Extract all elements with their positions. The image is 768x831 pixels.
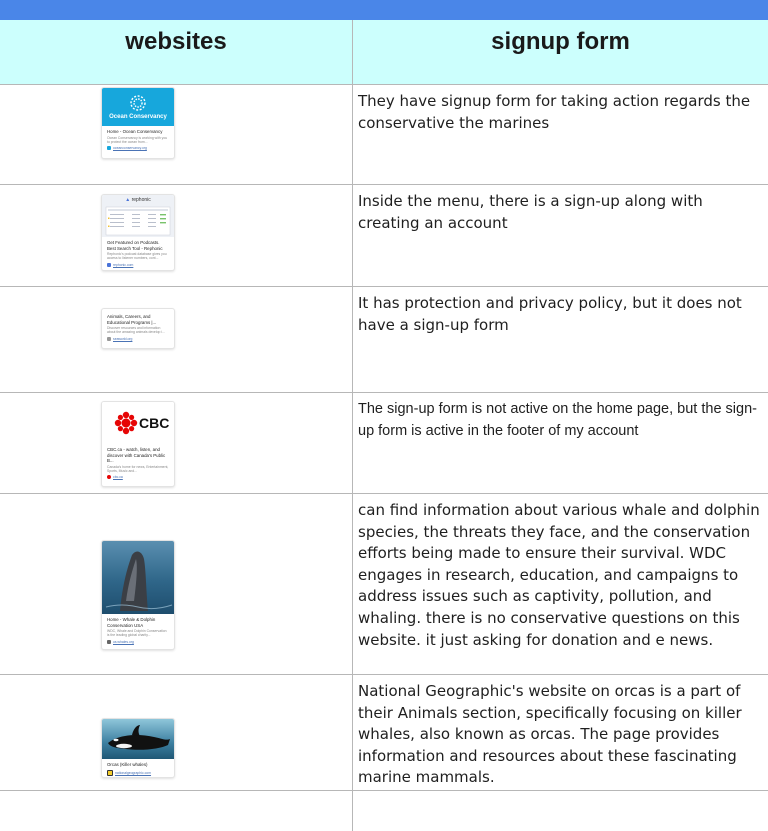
link-card-cbc[interactable] [101, 401, 175, 487]
card-description: WDC, Whale and Dolphin Conservation is the leading global charity... [107, 629, 167, 638]
signup-description: Inside the menu, there is a sign-up along with creating an account [352, 185, 768, 286]
header-websites: websites [125, 28, 227, 55]
card-description: Canada's home for news, Entertainment, Sports, Music and... [107, 464, 169, 473]
card-title: Home - Whale & Dolphin Conservation USA [107, 617, 156, 628]
card-url[interactable]: rephonic.com [102, 261, 174, 267]
header-signup-form: signup form [352, 20, 768, 84]
signup-description: National Geographic's website on orcas is a part of their Animals section, specifically focusing on killer whales, also known as orcas. The page provides information and resources about these fascinating marine mammals. [352, 675, 768, 790]
card-description: Rephonic's podcast database gives you access to listener numbers, cont... [107, 252, 167, 261]
card-title: CBC.ca - watch, listen, and discover with Canada's Public B... [107, 447, 166, 463]
orca-photo [102, 719, 174, 759]
table-row [0, 675, 768, 791]
cbc-logo: CBC [102, 402, 174, 444]
table-row [0, 287, 768, 393]
card-url[interactable]: seaworld.org [102, 335, 174, 341]
card-url[interactable]: nationalgeographic.com [102, 768, 174, 776]
signup-description: can find information about various whale and dolphin species, the threats they face, and the conservation efforts being made to ensure their survival. WDC engages in research, education, and campaigns to address issues such as captivity, pollution, and whaling. there is no conservative questions on this website. it just asking for donation and e news. [352, 494, 768, 674]
signup-description: The sign-up form is not active on the home page, but the sign-up form is active in the footer of my account [352, 393, 768, 493]
favicon-icon [107, 640, 111, 644]
table-header-row [0, 20, 768, 85]
card-description: Discover resources and information about the amazing animals develop i... [107, 326, 165, 335]
favicon-icon [107, 146, 111, 150]
card-title: Animals, Careers, and Educational Programs |... [107, 314, 157, 325]
link-card-natgeo[interactable] [101, 718, 175, 778]
card-title: Home - Ocean Conservancy [107, 129, 163, 134]
link-card-ocean-conservancy[interactable] [101, 87, 175, 159]
top-bar [0, 0, 768, 20]
card-url[interactable]: us.whales.org [102, 638, 174, 644]
favicon-icon [107, 475, 111, 479]
signup-description: They have signup form for taking action regards the conservative the marines [352, 85, 768, 184]
table-row [0, 185, 768, 287]
favicon-icon [107, 770, 113, 776]
card-title: Get Featured on Podcasts. Best Search Tool - Rephonic [107, 240, 163, 251]
table-row [0, 393, 768, 494]
favicon-icon [107, 337, 111, 341]
card-url[interactable]: oceanconservancy.org [102, 144, 174, 150]
rephonic-screenshot: ▲ rephonic [102, 195, 174, 237]
link-card-seaworld[interactable] [101, 308, 175, 349]
table-row [0, 85, 768, 185]
signup-description: It has protection and privacy policy, but it does not have a sign-up form [352, 287, 768, 392]
card-url[interactable]: cbc.ca [102, 473, 174, 479]
card-title: Orcas (Killer whales) [107, 762, 148, 767]
table-row [0, 791, 768, 831]
table-row [0, 494, 768, 675]
link-card-rephonic[interactable] [101, 194, 175, 271]
card-description: Ocean Conservancy is working with you to protect the ocean from... [107, 135, 168, 144]
favicon-icon [107, 263, 111, 267]
link-card-wdc[interactable] [101, 540, 175, 650]
whale-photo [102, 541, 174, 614]
ocean-conservancy-logo: Ocean Conservancy [102, 88, 174, 126]
